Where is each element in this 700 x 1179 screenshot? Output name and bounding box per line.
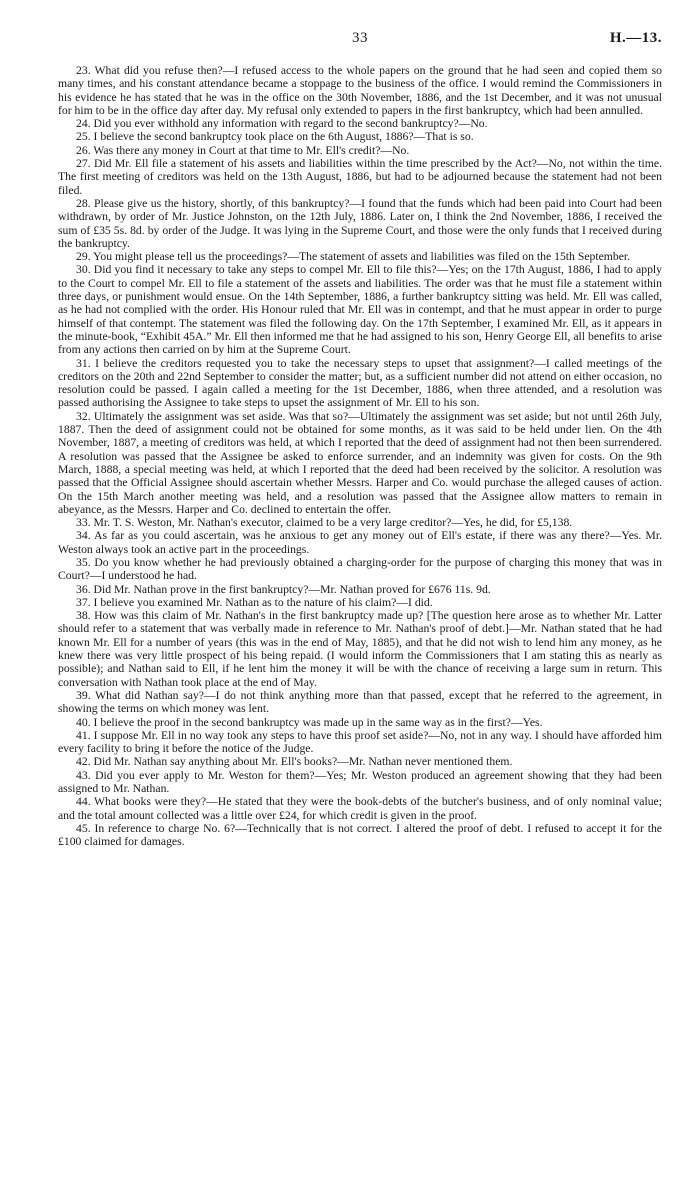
paragraph-q25: 25. I believe the second bankruptcy took place on the 6th August, 1886?—That is so. (76, 130, 474, 144)
paragraph-q35: 35. Do you know whether he had previously obtained a charging-order for the purpose of charging this money that was in Court?—I understood he had. (58, 555, 662, 583)
paragraph-q40: 40. I believe the proof in the second bankruptcy was made up in the same way as in the first?—Yes. (76, 715, 543, 729)
paragraph-q34: 34. As far as you could ascertain, was he anxious to get any money out of Ell's estate, if there was any there?—Yes. Mr. Weston always took an active part in the proceedings. (58, 529, 662, 556)
running-head: H.—13. (609, 30, 662, 46)
paragraph-q31: 31. I believe the creditors requested you to take the necessary steps to upset that assignment?—I called meetings of the creditors on the 20th and 22nd September to consider the matter; but, as a sufficient number did not attend on either occasion, no resolution could be passed. I again called a meeting for the 1st December, 1886, when three attended, and a resolution was passed authorising the Assignee to take steps to upset the assignment of Mr. Ell to his son. (58, 356, 662, 410)
paragraph-q30: 30. Did you find it necessary to take any steps to compel Mr. Ell to file this?—Yes; on the 17th August, 1886, I had to apply to the Court to compel Mr. Ell to file a statement of the assets and liabilities. The order was that he must file a statement within three days, or punishment would ensue. On the 14th September, 1886, a further bankruptcy sitting was held. Mr. Ell was called, as he had not complied with the order. His Honour ruled that Mr. Ell was in contempt, and that he must appear in order to purge himself of that contempt. The statement was filed the following day. On the 17th September, I examined Mr. Ell, as it appears in the minute-book, “Exhibit 45A.” Mr. Ell then informed me that he had assigned to his son, Henry George Ell, all benefits to arise from any actions then carried on by him at the Supreme Court. (58, 263, 662, 357)
paragraph-q39: 39. What did Nathan say?—I do not think anything more than that passed, except that he referred to the agreement, in showing the terms on which money was lent. (58, 688, 662, 716)
paragraph-q44: 44. What books were they?—He stated that they were the book-debts of the butcher's business, and of only nominal value; and the total amount collected was a little over £24, for which credit is given in the proof. (58, 795, 662, 822)
paragraph-q38: 38. How was this claim of Mr. Nathan's in the first bankruptcy made up? [The question here arose as to whether Mr. Latter should refer to a statement that was verbally made in reference to Mr. Nathan's proof of debt.]—Mr. Nathan stated that he had known Mr. Ell for a number of years (this was in the end of May, 1885), and that he did not wish to lend him any money, as he knew there was very little prospect of his being repaid. (I would inform the Commissioners that I am stating this as nearly as possible); and Nathan said to Ell, if he lent him the money it will be with the chance of receiving a large sum in return. This conversation with Nathan took place at the end of May. (58, 609, 662, 689)
paragraph-q37: 37. I believe you examined Mr. Nathan as to the nature of his claim?—I did. (76, 595, 433, 609)
paragraph-q27: 27. Did Mr. Ell file a statement of his assets and liabilities within the time prescribed by the Act?—No, not within the time. The first meeting of creditors was held on the 13th August, 1886, but had to be adjourned because the statement had not been filed. (58, 157, 662, 197)
paragraph-q26: 26. Was there any money in Court at that time to Mr. Ell's credit?—No. (76, 143, 410, 157)
paragraph-q24: 24. Did you ever withhold any information with regard to the second bankruptcy?—No. (76, 117, 488, 131)
page-number: 33 (352, 30, 368, 46)
paragraph-q36: 36. Did Mr. Nathan prove in the first bankruptcy?—Mr. Nathan proved for £676 11s. 9d. (76, 582, 491, 596)
body-text (58, 64, 662, 849)
paragraph-q45: 45. In reference to charge No. 6?—Technically that is not correct. I altered the proof of debt. I refused to accept it for the £100 claimed for damages. (58, 821, 662, 849)
paragraph-q33: 33. Mr. T. S. Weston, Mr. Nathan's executor, claimed to be a very large creditor?—Yes, he did, for £5,138. (76, 516, 573, 530)
paragraph-q29: 29. You might please tell us the proceedings?—The statement of assets and liabilities was filed on the 15th September. (76, 250, 631, 264)
paragraph-q43: 43. Did you ever apply to Mr. Weston for them?—Yes; Mr. Weston produced an agreement showing that they had been assigned to Mr. Nathan. (58, 768, 662, 796)
paragraph-q42: 42. Did Mr. Nathan say anything about Mr. Ell's books?—Mr. Nathan never mentioned them. (76, 755, 513, 769)
paragraph-q32: 32. Ultimately the assignment was set aside. Was that so?—Ultimately the assignment was set aside; but not until 26th July, 1887. Then the deed of assignment could not be obtained for some months, as it was said to be held under lien. On the 4th November, 1887, a meeting of creditors was held, at which I reported that the deed of assignment had not then been surrendered. A resolution was passed that the Assignee be asked to enforce surrender, and an indemnity was given for costs. On the 9th March, 1888, a special meeting was held, at which I reported that the deed had been received by the solicitor. A resolution was passed that the Official Assignee should ascertain whether Messrs. Harper and Co. would purchase the alleged causes of action. On the 15th March another meeting was held, and a resolution was passed that the Assignee allow matters to remain in abeyance, as the Messrs. Harper and Co. declined to entertain the offer. (58, 409, 662, 516)
page-header (58, 30, 662, 52)
paragraph-q41: 41. I suppose Mr. Ell in no way took any steps to have this proof set aside?—No, not in any way. I should have afforded him every facility to bring it before the notice of the Judge. (58, 728, 662, 756)
paragraph-q28: 28. Please give us the history, shortly, of this bankruptcy?—I found that the funds which had been paid into Court had been withdrawn, by order of Mr. Justice Johnston, on the 12th July, 1886. Later on, I think the 2nd November, 1886, I received the sum of £35 5s. 8d. by order of the Judge. It was lying in the Supreme Court, and those were the only funds that I received during the bankruptcy. (58, 196, 662, 250)
paragraph-q23: 23. What did you refuse then?—I refused access to the whole papers on the ground that he had seen and copied them so many times, and his constant attendance became a stoppage to the business of the office. I would remind the Commissioners in his evidence he has stated that he was in the office on the 30th November, 1886, and the 1st December, and it was not unusual for him to be in the office day after day. My refusal only extended to papers in the first bankruptcy, which had been annulled. (58, 64, 662, 117)
